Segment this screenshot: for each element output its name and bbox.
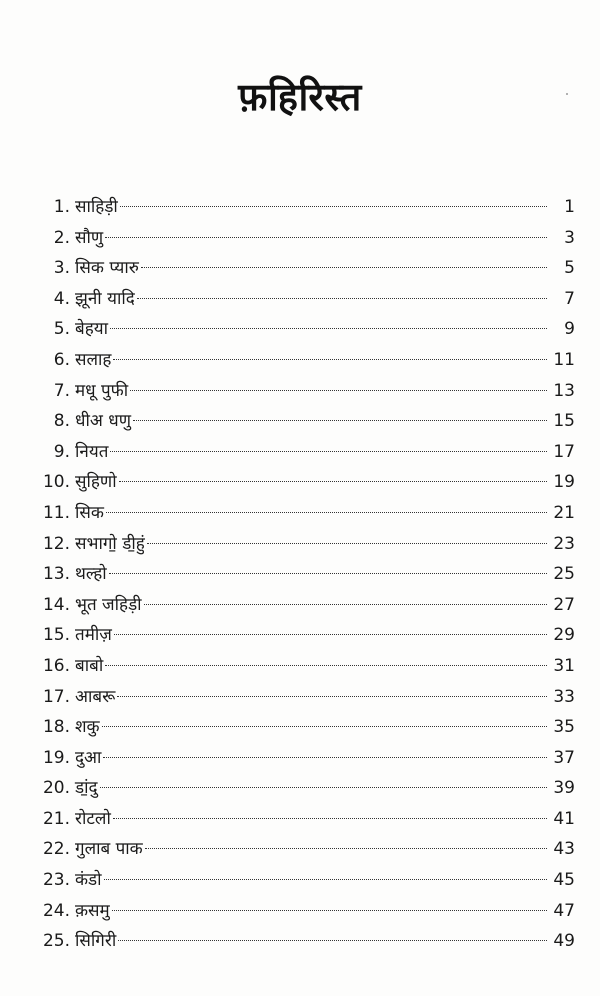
toc-entry-number: 10.: [42, 472, 70, 493]
toc-entry: [40, 314, 575, 345]
dot-leader: [103, 757, 547, 758]
toc-entry-number: 24.: [42, 900, 70, 921]
toc-entry-number: 2.: [53, 227, 70, 248]
toc-entry: [40, 590, 575, 621]
paper-speck: [566, 93, 568, 95]
toc-entry-title: झूनी यादि: [75, 288, 135, 309]
toc-entry: [40, 559, 575, 590]
toc-entry-page-number: 19: [553, 472, 575, 493]
toc-entry-number: 15.: [42, 625, 70, 646]
toc-entry: [40, 376, 575, 407]
toc-entry: [40, 865, 575, 896]
toc-entry-page-number: 45: [553, 870, 575, 891]
toc-entry-title: भूत जहिड़ी: [75, 594, 142, 615]
toc-entry-title: धीअ धणु: [75, 411, 131, 432]
toc-entry-number: 14.: [42, 594, 70, 615]
toc-entry: [40, 284, 575, 315]
toc-entry: [40, 345, 575, 376]
toc-entry-title: आबरू: [75, 686, 116, 707]
toc-entry-title: गुलाब पाक: [75, 839, 143, 860]
toc-entry-page-number: 23: [553, 533, 575, 554]
dot-leader: [110, 328, 547, 329]
toc-entry-page-number: 9: [564, 319, 575, 340]
toc-entry-number: 20.: [42, 778, 70, 799]
toc-entry-page-number: 13: [553, 380, 575, 401]
toc-entry-page-number: 49: [553, 931, 575, 952]
toc-entry-page-number: 7: [564, 288, 575, 309]
toc-entry-page-number: 15: [553, 411, 575, 432]
toc-entry-page-number: 11: [553, 349, 575, 370]
toc-entry-number: 13.: [42, 564, 70, 585]
toc-entry-page-number: 41: [553, 808, 575, 829]
toc-entry: [40, 804, 575, 835]
toc-entry: [40, 773, 575, 804]
toc-entry-number: 1.: [53, 197, 70, 217]
toc-entry-page-number: 17: [553, 441, 575, 462]
dot-leader: [117, 696, 547, 697]
toc-entry-title: बेहया: [75, 319, 108, 340]
toc-entry: [40, 834, 575, 865]
toc-entry: [40, 253, 575, 284]
table-of-contents: [40, 192, 575, 957]
toc-entry-title: साहिड़ी: [75, 197, 118, 217]
dot-leader: [120, 206, 547, 207]
dot-leader: [141, 267, 547, 268]
toc-entry-page-number: 43: [553, 839, 575, 860]
toc-entry-title: डां॒दु: [75, 778, 98, 799]
toc-entry-title: सलाह: [75, 349, 112, 370]
toc-entry-page-number: 47: [553, 900, 575, 921]
toc-entry-number: 3.: [53, 258, 70, 279]
toc-entry: [40, 223, 575, 254]
dot-leader: [137, 298, 547, 299]
toc-entry-number: 21.: [42, 808, 70, 829]
toc-entry-number: 18.: [42, 717, 70, 738]
toc-entry-title: सौणु: [75, 227, 104, 248]
toc-entry-number: 8.: [53, 411, 70, 432]
toc-entry-number: 22.: [42, 839, 70, 860]
toc-entry: [40, 896, 575, 927]
toc-entry-title: बाबो: [75, 655, 104, 676]
toc-entry: [40, 682, 575, 713]
dot-leader: [113, 359, 547, 360]
dot-leader: [100, 787, 547, 788]
dot-leader: [106, 512, 547, 513]
toc-entry: [40, 467, 575, 498]
dot-leader: [105, 665, 547, 666]
toc-entry-number: 16.: [42, 655, 70, 676]
toc-entry-title: सिक प्यारु: [75, 258, 139, 279]
toc-entry-number: 9.: [53, 441, 70, 462]
dot-leader: [144, 604, 547, 605]
toc-entry-number: 6.: [53, 349, 70, 370]
toc-entry: [40, 620, 575, 651]
dot-leader: [145, 848, 547, 849]
toc-entry-page-number: 29: [553, 625, 575, 646]
toc-entry-title: दुआ: [75, 747, 102, 768]
dot-leader: [105, 237, 547, 238]
toc-entry-page-number: 1: [564, 197, 575, 217]
toc-entry-title: मधू पुफी: [75, 380, 129, 401]
toc-entry-title: नियत: [75, 441, 109, 462]
dot-leader: [110, 451, 547, 452]
toc-entry-page-number: 33: [553, 686, 575, 707]
toc-entry-title: रोटलो: [75, 808, 111, 829]
toc-entry-title: सुहिणो: [75, 472, 117, 493]
toc-entry-page-number: 5: [564, 258, 575, 279]
dot-leader: [102, 726, 547, 727]
toc-entry-page-number: 31: [553, 655, 575, 676]
dot-leader: [130, 390, 547, 391]
toc-entry: [40, 406, 575, 437]
toc-entry-number: 23.: [42, 870, 70, 891]
toc-entry: [40, 437, 575, 468]
toc-entry: [40, 529, 575, 560]
toc-entry-title: सिक: [75, 502, 104, 523]
dot-leader: [112, 910, 547, 911]
toc-entry-title: थल्हो: [75, 564, 107, 585]
toc-entry-title: तमीज़: [75, 625, 112, 646]
dot-leader: [147, 543, 547, 544]
dot-leader: [118, 940, 547, 941]
toc-entry: [40, 192, 575, 223]
toc-entry-title: कंडो: [75, 870, 102, 891]
dot-leader: [113, 818, 547, 819]
toc-entry-number: 5.: [53, 319, 70, 340]
toc-entry-number: 7.: [53, 380, 70, 401]
toc-entry: [40, 926, 575, 957]
toc-entry-page-number: 21: [553, 502, 575, 523]
toc-entry-number: 17.: [42, 686, 70, 707]
toc-entry-page-number: 3: [564, 227, 575, 248]
toc-entry: [40, 498, 575, 529]
toc-entry-title: क़समु: [75, 900, 110, 921]
toc-entry-page-number: 27: [553, 594, 575, 615]
toc-entry: [40, 651, 575, 682]
toc-entry-title: शकु: [75, 717, 100, 738]
toc-entry-title: सभागो॒ डी॒हुं: [75, 533, 145, 554]
toc-entry: [40, 712, 575, 743]
dot-leader: [109, 573, 547, 574]
toc-entry-number: 4.: [53, 288, 70, 309]
dot-leader: [114, 634, 547, 635]
toc-entry: [40, 743, 575, 774]
toc-entry-number: 19.: [42, 747, 70, 768]
toc-entry-title: सिगिरी: [75, 931, 117, 952]
toc-entry-page-number: 35: [553, 717, 575, 738]
dot-leader: [119, 481, 547, 482]
toc-entry-number: 25.: [42, 931, 70, 952]
toc-entry-page-number: 25: [553, 564, 575, 585]
toc-entry-number: 12.: [42, 533, 70, 554]
dot-leader: [104, 879, 547, 880]
toc-entry-page-number: 39: [553, 778, 575, 799]
dot-leader: [133, 420, 547, 421]
toc-entry-page-number: 37: [553, 747, 575, 768]
toc-entry-number: 11.: [42, 502, 70, 523]
page-title: फ़हिरिस्त: [238, 75, 362, 119]
